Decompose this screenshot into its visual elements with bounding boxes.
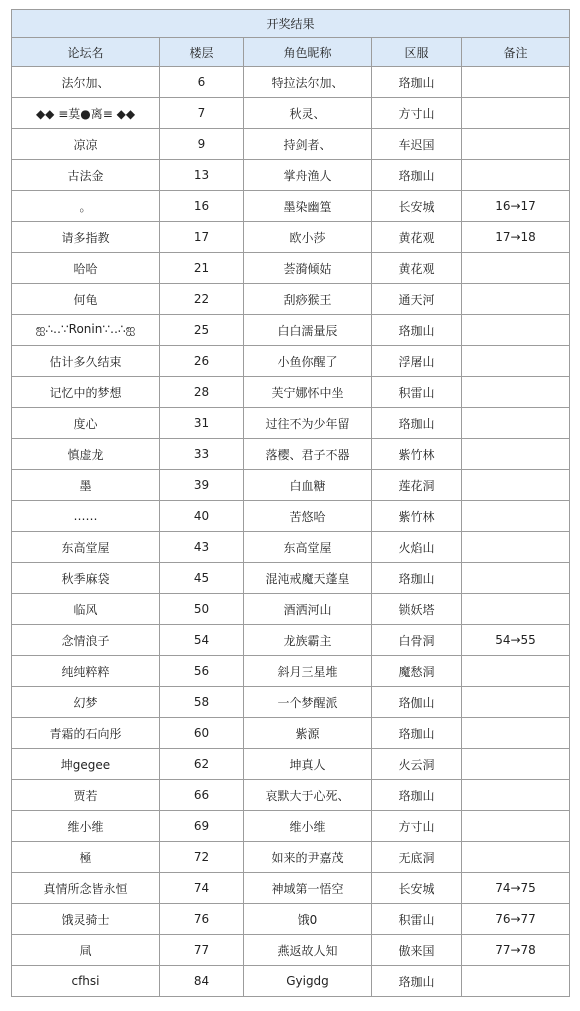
note-cell [462, 439, 570, 470]
note-cell [462, 718, 570, 749]
forum-name-cell: 墨 [12, 470, 160, 501]
forum-name-cell: 记忆中的梦想 [12, 377, 160, 408]
server-cell: 白骨洞 [372, 625, 462, 656]
table-row [12, 439, 570, 470]
forum-name-cell: 。 [12, 191, 160, 222]
server-cell: 黄花观 [372, 253, 462, 284]
floor-cell: 69 [160, 811, 244, 842]
forum-name-cell: cfhsi [12, 966, 160, 997]
role-nickname-cell: 落樱、君子不器 [244, 439, 372, 470]
floor-cell: 66 [160, 780, 244, 811]
note-cell [462, 842, 570, 873]
note-cell [462, 377, 570, 408]
role-nickname-cell: 掌舟渔人 [244, 160, 372, 191]
server-cell: 长安城 [372, 191, 462, 222]
server-cell: 珞珈山 [372, 563, 462, 594]
forum-name-cell: 哈哈 [12, 253, 160, 284]
floor-cell: 54 [160, 625, 244, 656]
floor-cell: 72 [160, 842, 244, 873]
role-nickname-cell: 燕返故人知 [244, 935, 372, 966]
floor-cell: 22 [160, 284, 244, 315]
server-cell: 珞珈山 [372, 966, 462, 997]
floor-cell: 76 [160, 904, 244, 935]
server-cell: 锁妖塔 [372, 594, 462, 625]
server-cell: 车迟国 [372, 129, 462, 160]
server-cell: 无底洞 [372, 842, 462, 873]
floor-cell: 84 [160, 966, 244, 997]
table-title-row [12, 10, 570, 38]
floor-cell: 60 [160, 718, 244, 749]
role-nickname-cell: 持剑者、 [244, 129, 372, 160]
server-cell: 珞珈山 [372, 67, 462, 98]
role-nickname-cell: 神域第一悟空 [244, 873, 372, 904]
forum-name-cell: 慎虚龙 [12, 439, 160, 470]
floor-cell: 62 [160, 749, 244, 780]
table-row [12, 594, 570, 625]
note-cell [462, 563, 570, 594]
role-nickname-cell: 刮痧猴王 [244, 284, 372, 315]
note-cell [462, 780, 570, 811]
note-cell: 54→55 [462, 625, 570, 656]
table-row [12, 284, 570, 315]
role-nickname-cell: 小鱼你醒了 [244, 346, 372, 377]
role-nickname-cell: 荟漪倾姑 [244, 253, 372, 284]
table-row [12, 315, 570, 346]
table-row [12, 501, 570, 532]
role-nickname-cell: 欧小莎 [244, 222, 372, 253]
forum-name-cell: 纯纯粹粹 [12, 656, 160, 687]
table-row [12, 811, 570, 842]
server-cell: 积雷山 [372, 377, 462, 408]
forum-name-cell: 维小维 [12, 811, 160, 842]
role-nickname-cell: 坤真人 [244, 749, 372, 780]
note-cell [462, 749, 570, 780]
role-nickname-cell: 酒洒河山 [244, 594, 372, 625]
table-row [12, 346, 570, 377]
role-nickname-cell: 龙族霸主 [244, 625, 372, 656]
floor-cell: 21 [160, 253, 244, 284]
forum-name-cell: 坤gegee [12, 749, 160, 780]
floor-cell: 31 [160, 408, 244, 439]
forum-name-cell: 临风 [12, 594, 160, 625]
note-cell [462, 67, 570, 98]
server-cell: 珞珈山 [372, 408, 462, 439]
floor-cell: 17 [160, 222, 244, 253]
role-nickname-cell: 墨染幽篁 [244, 191, 372, 222]
role-nickname-cell: 如来的尹嘉茂 [244, 842, 372, 873]
server-cell: 浮屠山 [372, 346, 462, 377]
server-cell: 傲来国 [372, 935, 462, 966]
table-row [12, 408, 570, 439]
server-cell: 珞珈山 [372, 315, 462, 346]
note-cell [462, 408, 570, 439]
note-cell [462, 284, 570, 315]
table-row [12, 904, 570, 935]
table-title: 开奖结果 [12, 10, 570, 38]
server-cell: 火焰山 [372, 532, 462, 563]
results-table-container [11, 9, 569, 997]
role-nickname-cell: 白血糖 [244, 470, 372, 501]
note-cell [462, 656, 570, 687]
server-cell: 魔愁洞 [372, 656, 462, 687]
note-cell: 17→18 [462, 222, 570, 253]
forum-name-cell: 青霜的石向彤 [12, 718, 160, 749]
table-body [12, 67, 570, 997]
table-row [12, 160, 570, 191]
note-cell [462, 811, 570, 842]
role-nickname-cell: 芙宁娜怀中坐 [244, 377, 372, 408]
table-row [12, 718, 570, 749]
forum-name-cell: 真情所念皆永恒 [12, 873, 160, 904]
table-row [12, 222, 570, 253]
forum-name-cell: 古法金 [12, 160, 160, 191]
lottery-results-table [11, 9, 570, 997]
floor-cell: 7 [160, 98, 244, 129]
forum-name-cell: 法尔加、 [12, 67, 160, 98]
floor-cell: 33 [160, 439, 244, 470]
role-nickname-cell: 过往不为少年留 [244, 408, 372, 439]
note-cell [462, 253, 570, 284]
role-nickname-cell: 特拉法尔加、 [244, 67, 372, 98]
table-row [12, 749, 570, 780]
role-nickname-cell: 饿0 [244, 904, 372, 935]
note-cell [462, 594, 570, 625]
column-header-server: 区服 [372, 38, 462, 67]
note-cell [462, 532, 570, 563]
role-nickname-cell: 白白濡量辰 [244, 315, 372, 346]
table-row [12, 532, 570, 563]
note-cell: 74→75 [462, 873, 570, 904]
forum-name-cell: 估计多久结束 [12, 346, 160, 377]
floor-cell: 45 [160, 563, 244, 594]
server-cell: 长安城 [372, 873, 462, 904]
server-cell: 珞珈山 [372, 718, 462, 749]
table-row [12, 129, 570, 160]
floor-cell: 28 [160, 377, 244, 408]
role-nickname-cell: 秋灵、 [244, 98, 372, 129]
role-nickname-cell: 哀默大于心死、 [244, 780, 372, 811]
forum-name-cell: 幻梦 [12, 687, 160, 718]
table-row [12, 656, 570, 687]
note-cell [462, 687, 570, 718]
server-cell: 通天河 [372, 284, 462, 315]
floor-cell: 56 [160, 656, 244, 687]
floor-cell: 26 [160, 346, 244, 377]
floor-cell: 25 [160, 315, 244, 346]
table-row [12, 377, 570, 408]
floor-cell: 58 [160, 687, 244, 718]
server-cell: 黄花观 [372, 222, 462, 253]
server-cell: 紫竹林 [372, 501, 462, 532]
note-cell [462, 346, 570, 377]
table-row [12, 67, 570, 98]
role-nickname-cell: 混沌戒魔天蓬皇 [244, 563, 372, 594]
forum-name-cell: 度心 [12, 408, 160, 439]
floor-cell: 50 [160, 594, 244, 625]
table-row [12, 873, 570, 904]
table-row [12, 191, 570, 222]
forum-name-cell: 饿灵骑士 [12, 904, 160, 935]
column-header-floor: 楼层 [160, 38, 244, 67]
table-row [12, 625, 570, 656]
floor-cell: 74 [160, 873, 244, 904]
note-cell [462, 315, 570, 346]
forum-name-cell: 秋季麻袋 [12, 563, 160, 594]
forum-name-cell: …… [12, 501, 160, 532]
floor-cell: 77 [160, 935, 244, 966]
role-nickname-cell: 一个梦醒派 [244, 687, 372, 718]
table-row [12, 842, 570, 873]
floor-cell: 6 [160, 67, 244, 98]
table-row [12, 687, 570, 718]
floor-cell: 43 [160, 532, 244, 563]
server-cell: 方寸山 [372, 811, 462, 842]
table-row [12, 563, 570, 594]
note-cell [462, 129, 570, 160]
forum-name-cell: 贾若 [12, 780, 160, 811]
role-nickname-cell: 东高堂屋 [244, 532, 372, 563]
floor-cell: 40 [160, 501, 244, 532]
table-row [12, 253, 570, 284]
note-cell [462, 160, 570, 191]
column-header-note: 备注 [462, 38, 570, 67]
server-cell: 方寸山 [372, 98, 462, 129]
note-cell [462, 966, 570, 997]
floor-cell: 9 [160, 129, 244, 160]
forum-name-cell: 念情浪子 [12, 625, 160, 656]
column-header-forum-name: 论坛名 [12, 38, 160, 67]
role-nickname-cell: 紫源 [244, 718, 372, 749]
forum-name-cell: ஐ∴‥∵Ronin∵‥∴ஐ [12, 315, 160, 346]
note-cell [462, 470, 570, 501]
note-cell: 76→77 [462, 904, 570, 935]
column-header-role-nickname: 角色昵称 [244, 38, 372, 67]
server-cell: 紫竹林 [372, 439, 462, 470]
forum-name-cell: 凉凉 [12, 129, 160, 160]
server-cell: 莲花洞 [372, 470, 462, 501]
role-nickname-cell: Gyigdg [244, 966, 372, 997]
server-cell: 珞珈山 [372, 780, 462, 811]
table-row [12, 98, 570, 129]
table-header-row [12, 38, 570, 67]
server-cell: 珞珈山 [372, 160, 462, 191]
note-cell [462, 501, 570, 532]
server-cell: 火云洞 [372, 749, 462, 780]
forum-name-cell: ◆◆ ≡莫●离≡ ◆◆ [12, 98, 160, 129]
floor-cell: 39 [160, 470, 244, 501]
server-cell: 珞伽山 [372, 687, 462, 718]
forum-name-cell: 何龟 [12, 284, 160, 315]
note-cell [462, 98, 570, 129]
table-row [12, 470, 570, 501]
role-nickname-cell: 斜月三星堆 [244, 656, 372, 687]
note-cell: 77→78 [462, 935, 570, 966]
role-nickname-cell: 苦悠哈 [244, 501, 372, 532]
floor-cell: 16 [160, 191, 244, 222]
forum-name-cell: 極 [12, 842, 160, 873]
floor-cell: 13 [160, 160, 244, 191]
role-nickname-cell: 维小维 [244, 811, 372, 842]
table-row [12, 966, 570, 997]
forum-name-cell: 凬 [12, 935, 160, 966]
note-cell: 16→17 [462, 191, 570, 222]
table-row [12, 935, 570, 966]
server-cell: 积雷山 [372, 904, 462, 935]
forum-name-cell: 东高堂屋 [12, 532, 160, 563]
forum-name-cell: 请多指教 [12, 222, 160, 253]
table-row [12, 780, 570, 811]
